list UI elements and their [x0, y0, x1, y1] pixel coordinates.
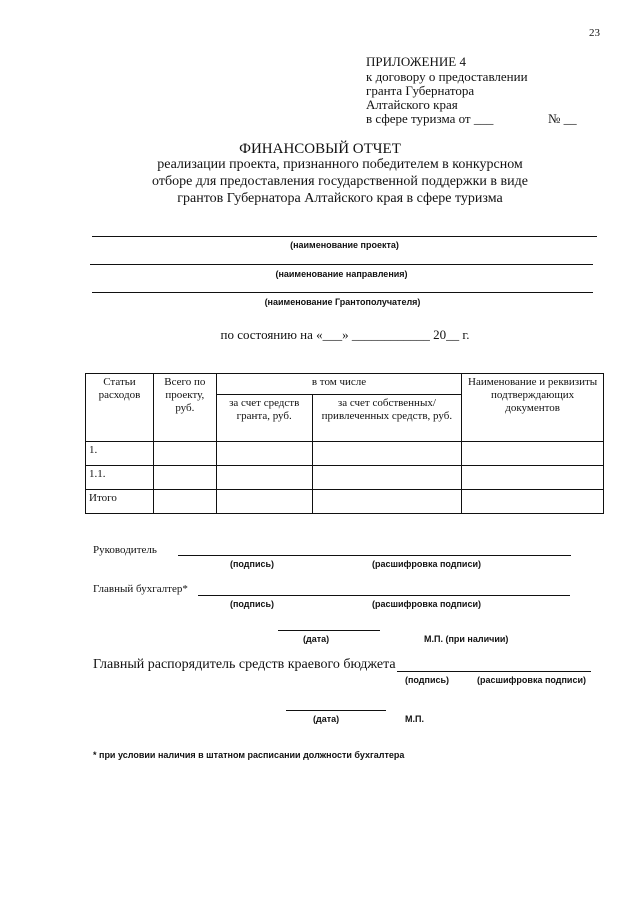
- table-cell[interactable]: [462, 442, 604, 466]
- table-cell[interactable]: [153, 490, 216, 514]
- table-cell[interactable]: [462, 466, 604, 490]
- document-title: ФИНАНСОВЫЙ ОТЧЕТ: [239, 141, 401, 157]
- row-label: 1.: [86, 442, 154, 466]
- recipient-name-line: [92, 292, 593, 293]
- table-cell[interactable]: [153, 442, 216, 466]
- appendix-line-1: к договору о предоставлении: [366, 69, 528, 84]
- header-grant-funds: за счет средств гранта, руб.: [216, 395, 312, 442]
- header-expense-items: Статьи расходов: [86, 374, 154, 442]
- subtitle-line-2: отборе для предоставления государственной поддержки в виде: [152, 174, 528, 189]
- budget-manager-signature-line: [397, 671, 591, 672]
- footnote: * при условии наличия в штатном расписании должности бухгалтера: [93, 750, 405, 760]
- head-signature-caption: (подпись): [230, 559, 275, 569]
- page-number: 23: [589, 27, 600, 39]
- table-cell[interactable]: [312, 466, 462, 490]
- table-cell[interactable]: [312, 442, 462, 466]
- table-row: [86, 442, 604, 466]
- accountant-label: Главный бухгалтер*: [93, 583, 188, 595]
- budget-stamp: М.П.: [405, 714, 424, 724]
- table-cell[interactable]: [216, 490, 312, 514]
- accountant-signature-line: [198, 595, 570, 596]
- row-label: 1.1.: [86, 466, 154, 490]
- as-of-date: по состоянию на «___» ____________ 20__ г.: [220, 327, 470, 342]
- budget-manager-decoding-caption: (расшифровка подписи): [477, 675, 586, 685]
- header-own-funds: за счет собственных/привлеченных средств, руб.: [312, 395, 462, 442]
- date-line: [278, 630, 380, 631]
- budget-date-caption: (дата): [313, 714, 340, 724]
- table-cell[interactable]: [153, 466, 216, 490]
- header-including: в том числе: [216, 374, 461, 395]
- table-cell[interactable]: [462, 490, 604, 514]
- subtitle-line-1: реализации проекта, признанного победителем в конкурсном: [157, 157, 523, 172]
- head-signature-line: [178, 555, 571, 556]
- budget-manager-label: Главный распорядитель средств краевого бюджета: [93, 657, 396, 672]
- accountant-signature-caption: (подпись): [230, 599, 275, 609]
- recipient-name-caption: (наименование Грантополучателя): [264, 297, 421, 307]
- appendix-line-4-date: в сфере туризма от ___: [366, 111, 494, 126]
- appendix-line-2: гранта Губернатора: [366, 83, 475, 98]
- project-name-caption: (наименование проекта): [290, 240, 399, 250]
- appendix-line-3: Алтайского края: [366, 97, 458, 112]
- report-table: [85, 373, 604, 514]
- stamp-optional: М.П. (при наличии): [424, 634, 509, 644]
- table-header-row: [86, 374, 604, 395]
- date-caption: (дата): [303, 634, 330, 644]
- direction-name-caption: (наименование направления): [275, 269, 408, 279]
- table-cell[interactable]: [216, 466, 312, 490]
- header-documents: Наименование и реквизиты подтверждающих документов: [462, 374, 604, 442]
- appendix-line-4-number: № __: [548, 111, 577, 126]
- budget-date-line: [286, 710, 386, 711]
- project-name-line: [92, 236, 597, 237]
- direction-name-line: [90, 264, 593, 265]
- subtitle-line-3: грантов Губернатора Алтайского края в сфере туризма: [177, 191, 503, 206]
- header-total: Всего по проекту, руб.: [153, 374, 216, 442]
- head-label: Руководитель: [93, 544, 157, 556]
- accountant-decoding-caption: (расшифровка подписи): [372, 599, 481, 609]
- table-cell[interactable]: [216, 442, 312, 466]
- appendix-heading: ПРИЛОЖЕНИЕ 4: [366, 54, 466, 69]
- table-row-total: [86, 490, 604, 514]
- row-label-total: Итого: [86, 490, 154, 514]
- table-row: [86, 466, 604, 490]
- table-cell[interactable]: [312, 490, 462, 514]
- budget-manager-signature-caption: (подпись): [405, 675, 450, 685]
- head-decoding-caption: (расшифровка подписи): [372, 559, 481, 569]
